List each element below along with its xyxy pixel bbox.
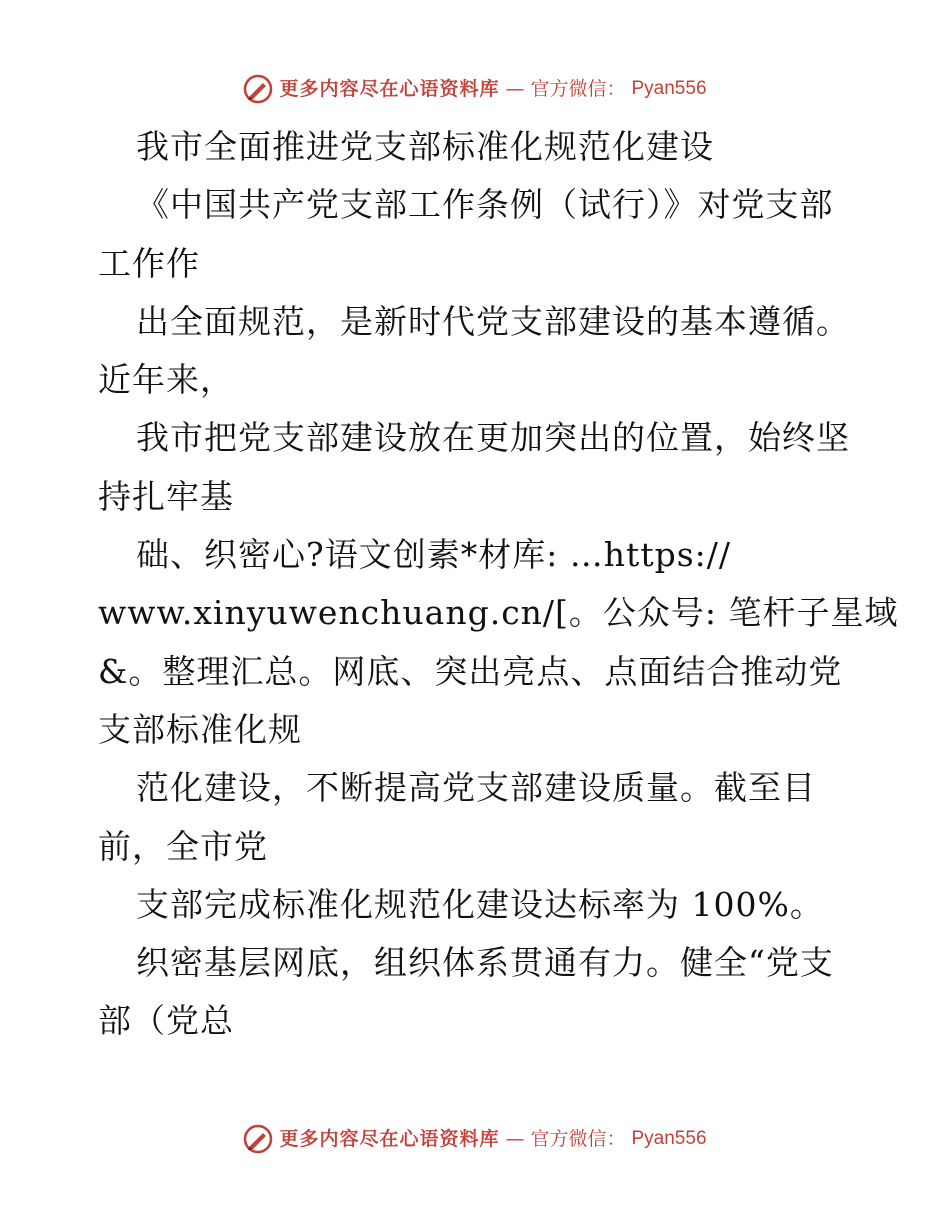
doc-line: 范化建设，不断提高党支部建设质量。截至目 bbox=[136, 768, 816, 808]
doc-line: 工作作 bbox=[98, 243, 200, 283]
banner-wechat-label: 官方微信： bbox=[530, 1128, 626, 1150]
doc-line: 出全面规范，是新时代党支部建设的基本遵循。 bbox=[136, 301, 850, 341]
banner-wechat-label: 官方微信： bbox=[530, 78, 626, 100]
doc-line: www.xinyuwenchuang.cn/[。公众号: 笔杆子星域 bbox=[98, 593, 899, 633]
doc-line: 我市把党支部建设放在更加突出的位置，始终坚 bbox=[136, 418, 850, 458]
doc-line: 支部标准化规 bbox=[98, 709, 302, 749]
doc-line: 部（党总 bbox=[98, 1001, 234, 1041]
doc-line: 持扎牢基 bbox=[98, 476, 234, 516]
banner-wechat-id: Pyan556 bbox=[631, 78, 707, 99]
header-banner bbox=[0, 74, 950, 104]
banner-wechat-id: Pyan556 bbox=[631, 1128, 707, 1149]
banner-main-text: 更多内容尽在心语资料库 bbox=[279, 1128, 500, 1150]
doc-line: 织密基层网底，组织体系贯通有力。健全“党支 bbox=[136, 943, 834, 983]
doc-title-line: 我市全面推进党支部标准化规范化建设 bbox=[136, 127, 714, 166]
doc-line: 近年来， bbox=[98, 360, 234, 400]
pen-logo-icon bbox=[243, 74, 273, 104]
doc-line: 《中国共产党支部工作条例（试行）》对党支部 bbox=[136, 185, 834, 225]
doc-line: 前，全市党 bbox=[98, 826, 268, 866]
doc-line: 础、织密心?语文创素*材库: …https:// bbox=[136, 535, 731, 575]
pen-logo-icon bbox=[243, 1124, 273, 1154]
document-body bbox=[98, 118, 899, 1051]
footer-banner bbox=[0, 1124, 950, 1154]
doc-line: &。整理汇总。网底、突出亮点、点面结合推动党 bbox=[98, 651, 843, 691]
banner-dash: — bbox=[505, 1128, 525, 1150]
doc-line: 支部完成标准化规范化建设达标率为 100%。 bbox=[136, 884, 824, 924]
banner-main-text: 更多内容尽在心语资料库 bbox=[279, 78, 500, 100]
banner-dash: — bbox=[505, 78, 525, 100]
